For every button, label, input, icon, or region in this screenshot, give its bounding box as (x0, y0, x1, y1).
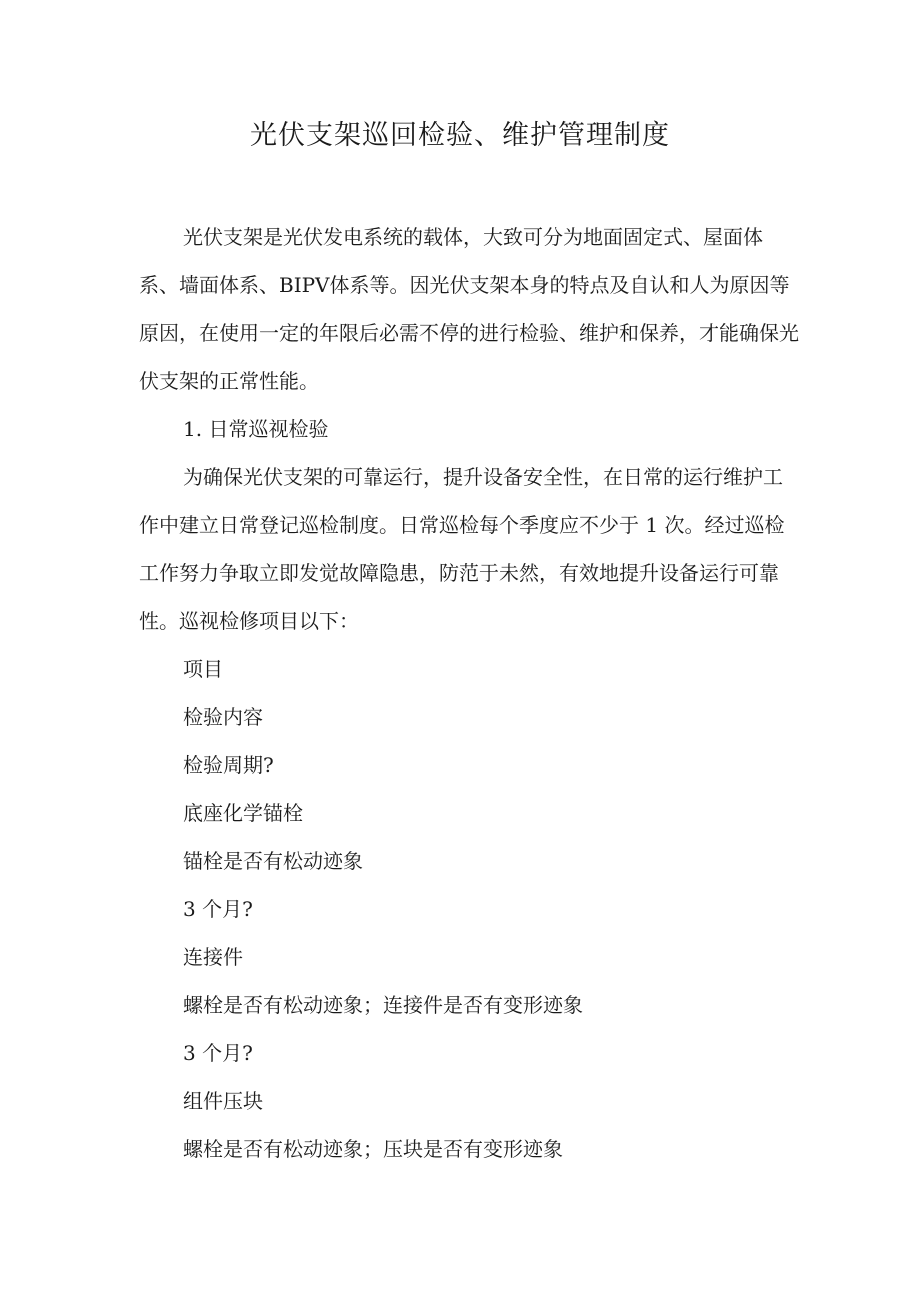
document-body (139, 213, 799, 1173)
document-title: 光伏支架巡回检验、维护管理制度 (250, 120, 670, 151)
table-line-item: 连接件 (183, 945, 243, 969)
table-line-header-period: 检验周期? (183, 753, 274, 777)
intro-paragraph: 光伏支架是光伏发电系统的载体，大致可分为地面固定式、屋面体系、墙面体系、BIPV体系等。因光伏支架本身的特点及自认和人为原因等原因，在使用一定的年限后必需不停的进行检验、维护和保养，才能确保光伏支架的正常性能。 (139, 225, 799, 393)
table-line-period: 3 个月? (183, 897, 253, 921)
table-line-content: 锚栓是否有松动迹象 (183, 849, 363, 873)
table-line-content: 螺栓是否有松动迹象；连接件是否有变形迹象 (183, 993, 583, 1017)
table-line-period: 3 个月? (183, 1041, 253, 1065)
table-line-content: 螺栓是否有松动迹象；压块是否有变形迹象 (183, 1137, 563, 1161)
table-line-header-item: 项目 (183, 657, 223, 681)
table-line-item: 底座化学锚栓 (183, 801, 303, 825)
table-line-item: 组件压块 (183, 1089, 263, 1113)
section-heading: 1. 日常巡视检验 (183, 417, 329, 441)
section-paragraph: 为确保光伏支架的可靠运行，提升设备安全性，在日常的运行维护工作中建立日常登记巡检制度。日常巡检每个季度应不少于 1 次。经过巡检工作努力争取立即发觉故障隐患，防范于未然，有效地提升设备运行可靠性。巡视检修项目以下： (139, 465, 785, 633)
table-line-header-content: 检验内容 (183, 705, 263, 729)
